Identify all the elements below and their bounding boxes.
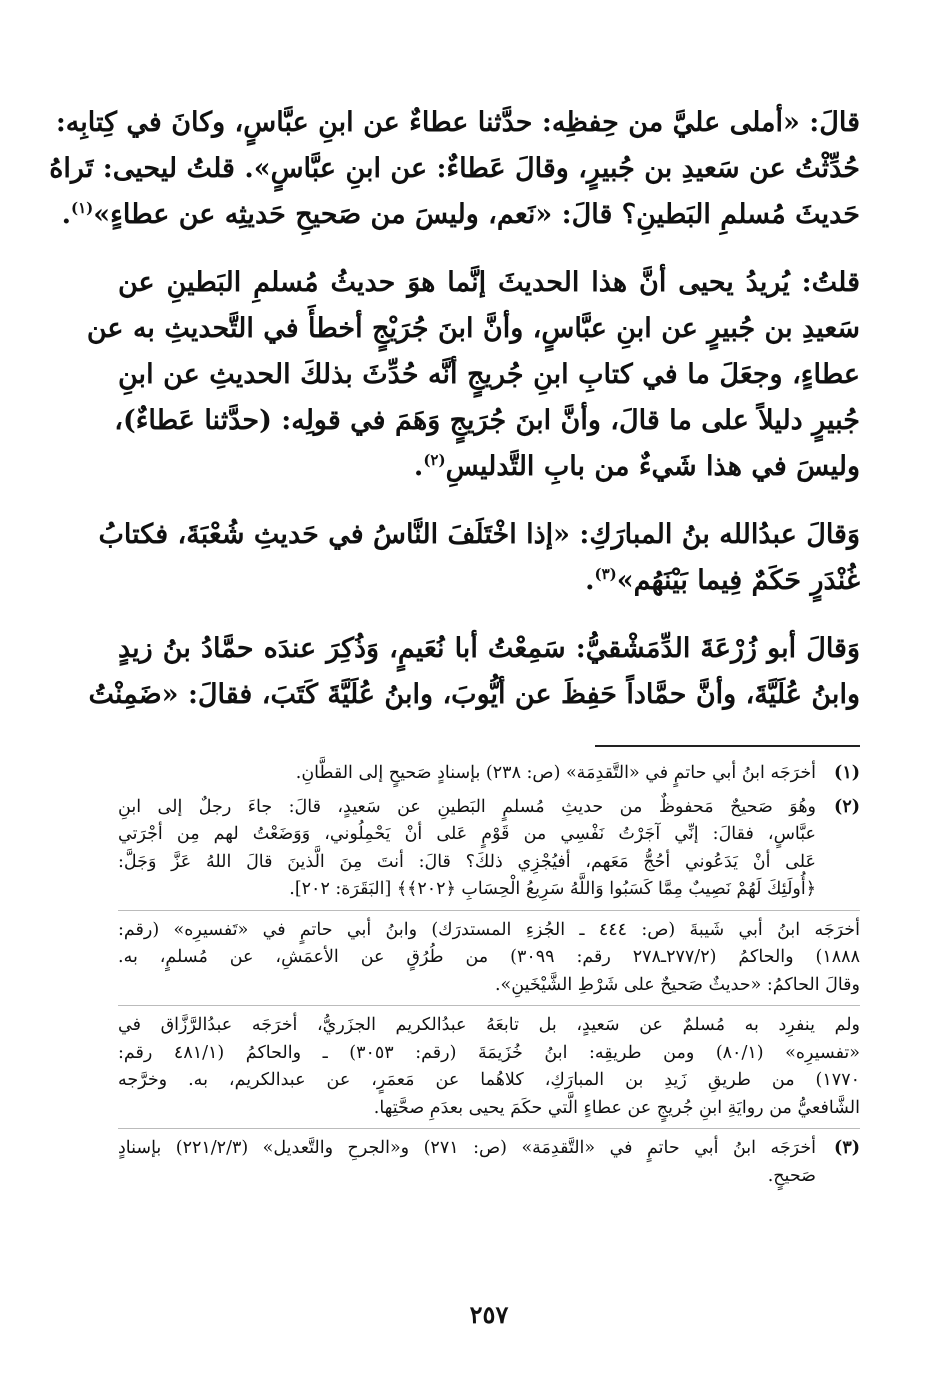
footnote-line: ﴿أُولَئِكَ لَهُمْ نَصِيبٌ مِمَّا كَسَبُوا وَاللَّهُ سَرِيعُ الْحِسَابِ ﴿٢٠٢﴾﴾ [البَقَرَة: ٢٠٢]. (289, 879, 816, 899)
footnote-3 (118, 1135, 860, 1190)
footnote-2-continuation-1 (118, 917, 860, 1000)
footnote-ref-1[interactable]: (١) (71, 199, 94, 217)
footnote-number: (١) (834, 763, 860, 783)
footnotes (118, 760, 860, 1196)
text-line-content: وليسَ في هذا شَيءٌ من بابِ التَّدليسِ (445, 451, 860, 482)
text-line: حَديثَ مُسلمِ البَطينِ؟ قالَ: «نَعم، وليسَ من صَحيحِ حَديثِه عن عطاءٍ»$^{(١)}$. (61, 199, 860, 230)
footnote-ref-2[interactable]: (٢) (423, 451, 446, 469)
text-line: غُنْدَرٍ حَكَمٌ فِيما بَيْنَهُم»$^{(٣)}$. (585, 565, 860, 596)
text-line: جُبيرٍ دليلاً على ما قالَ، وأنَّ ابنَ جُرَيجٍ وَهَمَ في قولِه: (حدَّثنا عَطاءٌ)، (114, 405, 860, 436)
page (49, 100, 860, 1340)
footnote-line: عبَّاسٍ، فقالَ: إنِّي آجَرْتُ نَفْسِي من قَوْمٍ عَلى أنْ يَحْمِلُوني، وَوَضَعْتُ لهم مِن أجْرَتي (118, 824, 816, 844)
paragraph-2 (86, 260, 860, 490)
footnote-line: عَلى أنْ يَدَعُوني أحُجُّ مَعَهم، أفيُجْزِي ذلكَ؟ قالَ: أنتَ مِنَ الَّذينَ قالَ اللهُ عَزَّ وَجَلَّ: (118, 851, 816, 872)
text-line: قالَ: «أملى عليَّ من حِفظِه: حدَّثنا عطاءٌ عن ابنِ عبَّاسٍ، وكانَ في كِتابِه: (55, 107, 860, 138)
footnote-body (118, 1135, 816, 1190)
footnote-line: ١٧٧٠) من طريقِ زَيدِ بن المبارَكِ، كلاهُما عن مَعمَرٍ، عن عبدالكريم، به. وخرَّجه (118, 1070, 860, 1090)
footnote-divider (118, 1128, 860, 1129)
footnote-line: أخرَجَه ابنُ أبي حاتمٍ في «التَّقدِمَة» (ص: ٢٣٨) بإسنادٍ صَحيحٍ إلى القطَّانِ. (295, 763, 816, 783)
footnote-line: صَحيحٍ. (767, 1165, 816, 1186)
footnote-ref-3[interactable]: (٣) (594, 565, 617, 583)
footnote-body (118, 794, 816, 904)
footnote-line: أخرَجَه ابنُ أبي شَيبةَ (ص: ٤٤٤ ـ الجُزءِ المستدرَك) وابنُ أبي حاتمٍ في «تَفسيرِه» (رقم: (118, 919, 860, 940)
footnote-body (118, 760, 816, 788)
page-number: ٢٥٧ (469, 1300, 509, 1329)
footnote-2-continuation-2 (118, 1012, 860, 1122)
main-text (49, 100, 860, 718)
footnote-separator (595, 745, 860, 747)
paragraph-4 (88, 626, 860, 718)
text-line: حُدِّثْتُ عن سَعيدِ بن جُبيرٍ، وقالَ عَطاءٌ: عن ابنِ عبَّاسٍ». قلتُ ليحيى: تَراهُ (49, 153, 860, 184)
footnote-line: أخرَجَه ابنُ أبي حاتمٍ في «التَّقدِمَة» (ص: ٢٧١) و«الجرحِ والتَّعديل» (٢٢١/٢/٣) بإسنادٍ (118, 1138, 816, 1158)
text-line: وابنُ عُلَيَّةَ، وأنَّ حمَّاداً حَفِظَ عن أيُّوبَ، وابنُ عُلَيَّةَ كَتَبَ، فقالَ: «ضَمِنْتُ (88, 679, 860, 710)
paragraph-1 (49, 100, 860, 238)
text-line: قلتُ: يُريدُ يحيى أنَّ هذا الحديثَ إنَّما هوَ حديثُ مُسلمِ البَطينِ عن (118, 267, 860, 298)
text-line: وَقالَ عبدُالله بنُ المبارَكِ: «إذا اخْتَلَفَ النَّاسُ في حَديثِ شُعْبَةَ، فكتابُ (98, 519, 860, 550)
footnote-line: ولم ينفرِد به مُسلمٌ عن سَعيدٍ، بل تابعَهُ عبدُالكريم الجزَريُّ، أخرَجَه عبدُالرَّزَّاق في (118, 1015, 860, 1035)
text-line: وَقالَ أبو زُرْعَةَ الدِّمَشْقيُّ: سَمِعْتُ أبا نُعَيمٍ، وَذُكِرَ عندَه حمَّادُ بنُ زيدٍ (118, 633, 860, 664)
footnote-2 (118, 794, 860, 904)
footnote-number: (٣) (834, 1138, 860, 1158)
paragraph-3 (98, 512, 860, 604)
footnote-line: وقالَ الحاكمُ: «حديثٌ صَحيحٌ على شَرْطِ الشَّيْخَينِ». (494, 974, 860, 995)
text-line-content: غُنْدَرٍ حَكَمٌ فِيما بَيْنَهُم» (616, 565, 860, 596)
text-line: وليسَ في هذا شَيءٌ من بابِ التَّدليسِ$^{(٢)}$. (413, 451, 860, 482)
footnote-line: ١٨٨٨) والحاكمُ (٢٧٧/٢ـ٢٧٨ رقم: ٣٠٩٩) من طُرُقٍ عن الأعمَشِ، عن مُسلمٍ، به. (118, 947, 860, 967)
footnote-divider (118, 1005, 860, 1006)
footnote-line: الشَّافعيُّ من روايَةِ ابنِ جُريجٍ عن عطاءٍ الَّتي حكَمَ يحيى بعدَمِ صحَّتِها. (373, 1097, 860, 1118)
text-line: عطاءٍ، وجعَلَ ما في كتابِ ابنِ جُريجٍ أنَّه حُدِّثَ بذلكَ الحديثِ عن ابنِ (118, 359, 860, 390)
text-line: سَعيدِ بن جُبيرٍ عن ابنِ عبَّاسٍ، وأنَّ ابنَ جُرَيْجٍ أخطأَ في التَّحديثِ به عن (86, 313, 860, 344)
footnote-number: (٢) (834, 796, 860, 817)
footnote-line: وهُوَ صَحيحٌ مَحفوظٌ من حديثِ مُسلمٍ البَطينِ عن سَعيدٍ، قالَ: جاءَ رجلٌ إلى ابنِ (118, 796, 816, 817)
footnote-line: «تفسيرِه» (٨٠/١) ومن طريقِه: ابنُ خُزَيمَةَ (رقم: ٣٠٥٣) ـ والحاكمُ (٤٨١/١ رقم: (118, 1042, 860, 1063)
text-line-content: حَديثَ مُسلمِ البَطينِ؟ قالَ: «نَعم، وليسَ من صَحيحِ حَديثِه عن عطاءٍ» (93, 199, 860, 230)
footnote-divider (118, 910, 860, 911)
footnote-1 (118, 760, 860, 788)
